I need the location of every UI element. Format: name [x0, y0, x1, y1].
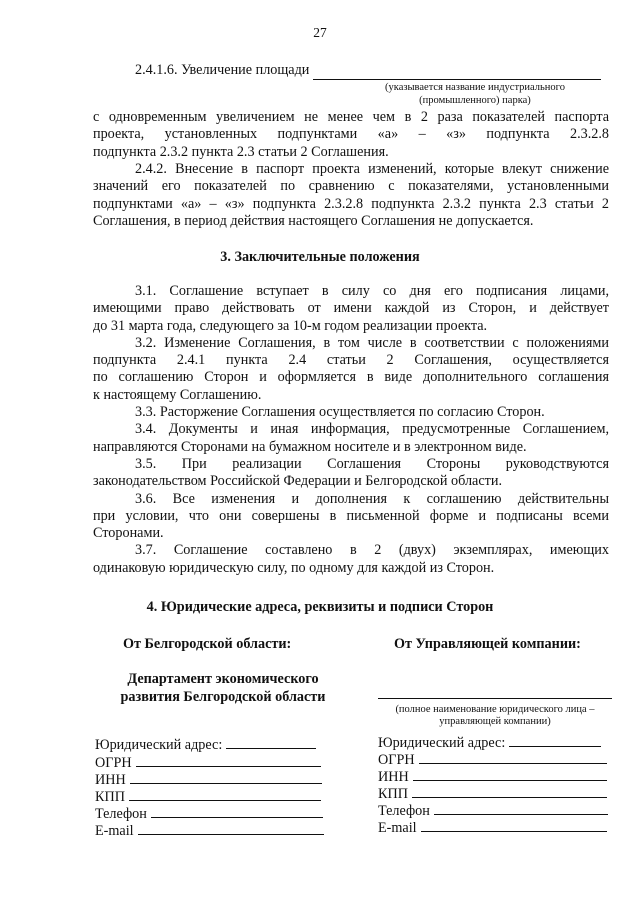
section-3-line: имеющими право действовать от имени каждой из Сторон, и действует	[93, 300, 609, 317]
left-inn-blank	[130, 770, 322, 784]
section-3-line: законодательством Российской Федерации и Белгородской области.	[93, 473, 502, 490]
clause-2416-text: 2.4.1.6. Увеличение площади	[135, 62, 310, 78]
park-name-note-2: (промышленного) парка)	[419, 95, 531, 106]
section-3-line: подпункта 2.4.1 пункта 2.4 статьи 2 Соглашения, осуществляется	[93, 352, 609, 369]
left-field-label: КПП	[95, 789, 125, 805]
right-address-blank	[509, 733, 601, 747]
right-org-note-2: управляющей компании)	[439, 716, 551, 727]
right-field-label: ОГРН	[378, 752, 415, 768]
section-3-line: направляются Сторонами на бумажном носителе и в электронном виде.	[93, 438, 527, 455]
park-name-note-1: (указывается название индустриального	[385, 82, 565, 93]
left-phone-blank	[151, 804, 323, 818]
left-field-label: Телефон	[95, 806, 147, 822]
left-field-label: E-mail	[95, 823, 134, 839]
clause-2416-label	[135, 62, 601, 80]
clause-242-body	[93, 161, 609, 230]
section-3-line: до 31 марта года, следующего за 10-м годом реализации проекта.	[93, 317, 488, 334]
clause-242-line-4: Соглашения, в период действия настоящего Соглашения не допускается.	[93, 212, 534, 229]
clause-242-line-2: значений его показателей по сравнению с показателями, установленными	[93, 178, 609, 195]
left-field-email	[95, 821, 324, 840]
right-field-label: Юридический адрес:	[378, 735, 506, 751]
right-ogrn-blank	[419, 750, 607, 764]
left-field-label: Юридический адрес:	[95, 737, 223, 753]
clause-2416-body	[93, 109, 609, 161]
right-field-email	[378, 818, 607, 837]
left-kpp-blank	[129, 787, 321, 801]
right-email-blank	[421, 818, 607, 832]
right-org-note-1: (полное наименование юридического лица –	[395, 704, 595, 715]
clause-242-line-3: подпунктами «а» – «з» подпункта 2.3.2.8 подпункта 2.3.2 пункта 2.3 статьи 2	[93, 195, 609, 212]
section-3-line: 3.6. Все изменения и дополнения к соглашению действительны	[135, 490, 609, 507]
section-3-line: одинаковую юридическую силу, по одному для каждой из Сторон.	[93, 559, 495, 576]
left-field-label: ИНН	[95, 772, 126, 788]
section-3-line: 3.3. Расторжение Соглашения осуществляется по согласию Сторон.	[135, 404, 545, 421]
section-3-line: по соглашению Сторон и оформляется в виде дополнительного соглашения	[93, 369, 609, 386]
park-name-blank	[313, 62, 601, 80]
left-field-label: ОГРН	[95, 755, 132, 771]
section-4-title: 4. Юридические адреса, реквизиты и подписи Сторон	[146, 599, 494, 615]
right-field-label: КПП	[378, 786, 408, 802]
right-party-heading: От Управляющей компании:	[394, 636, 581, 652]
left-field-address	[95, 735, 316, 754]
section-3-line: 3.2. Изменение Соглашения, в том числе в соответствии с положениями	[135, 334, 609, 351]
section-3-line: при условии, что они совершены в письменной форме и подписаны всеми	[93, 507, 609, 524]
right-kpp-blank	[412, 784, 607, 798]
section-3-line: 3.7. Соглашение составлено в 2 (двух) экземплярах, имеющих	[135, 542, 609, 559]
section-3-line: 3.5. При реализации Соглашения Стороны руководствуются	[135, 455, 609, 472]
left-org-line-1: Департамент экономического	[127, 671, 319, 687]
section-3-line: к настоящему Соглашению.	[93, 386, 262, 403]
right-phone-blank	[434, 801, 608, 815]
section-3-title: 3. Заключительные положения	[220, 249, 420, 265]
page-number: 27	[313, 25, 327, 40]
clause-242-line-1: 2.4.2. Внесение в паспорт проекта изменений, которые влекут снижение	[135, 161, 609, 177]
left-org-line-2: развития Белгородской области	[120, 689, 326, 705]
left-ogrn-blank	[136, 753, 321, 767]
right-inn-blank	[413, 767, 607, 781]
clause-2416-line-1: с одновременным увеличением не менее чем в 2 раза показателей паспорта	[93, 109, 609, 125]
section-3-body	[93, 283, 609, 577]
left-email-blank	[138, 821, 324, 835]
section-3-line: 3.4. Документы и иная информация, предусмотренные Соглашением,	[135, 421, 609, 438]
right-field-label: Телефон	[378, 803, 430, 819]
right-field-label: E-mail	[378, 820, 417, 836]
right-field-label: ИНН	[378, 769, 409, 785]
clause-2416-line-2: проекта, установленных подпунктами «а» – «з» подпункта 2.3.2.8	[93, 126, 609, 143]
section-3-line: Сторонами.	[93, 525, 164, 542]
section-3-line: 3.1. Соглашение вступает в силу со дня его подписания лицами,	[135, 283, 609, 299]
clause-2416-line-3: подпункта 2.3.2 пункта 2.3 статьи 2 Соглашения.	[93, 143, 389, 160]
left-party-heading: От Белгородской области:	[123, 636, 292, 652]
right-org-name-blank	[378, 688, 612, 699]
left-address-blank	[226, 735, 316, 749]
